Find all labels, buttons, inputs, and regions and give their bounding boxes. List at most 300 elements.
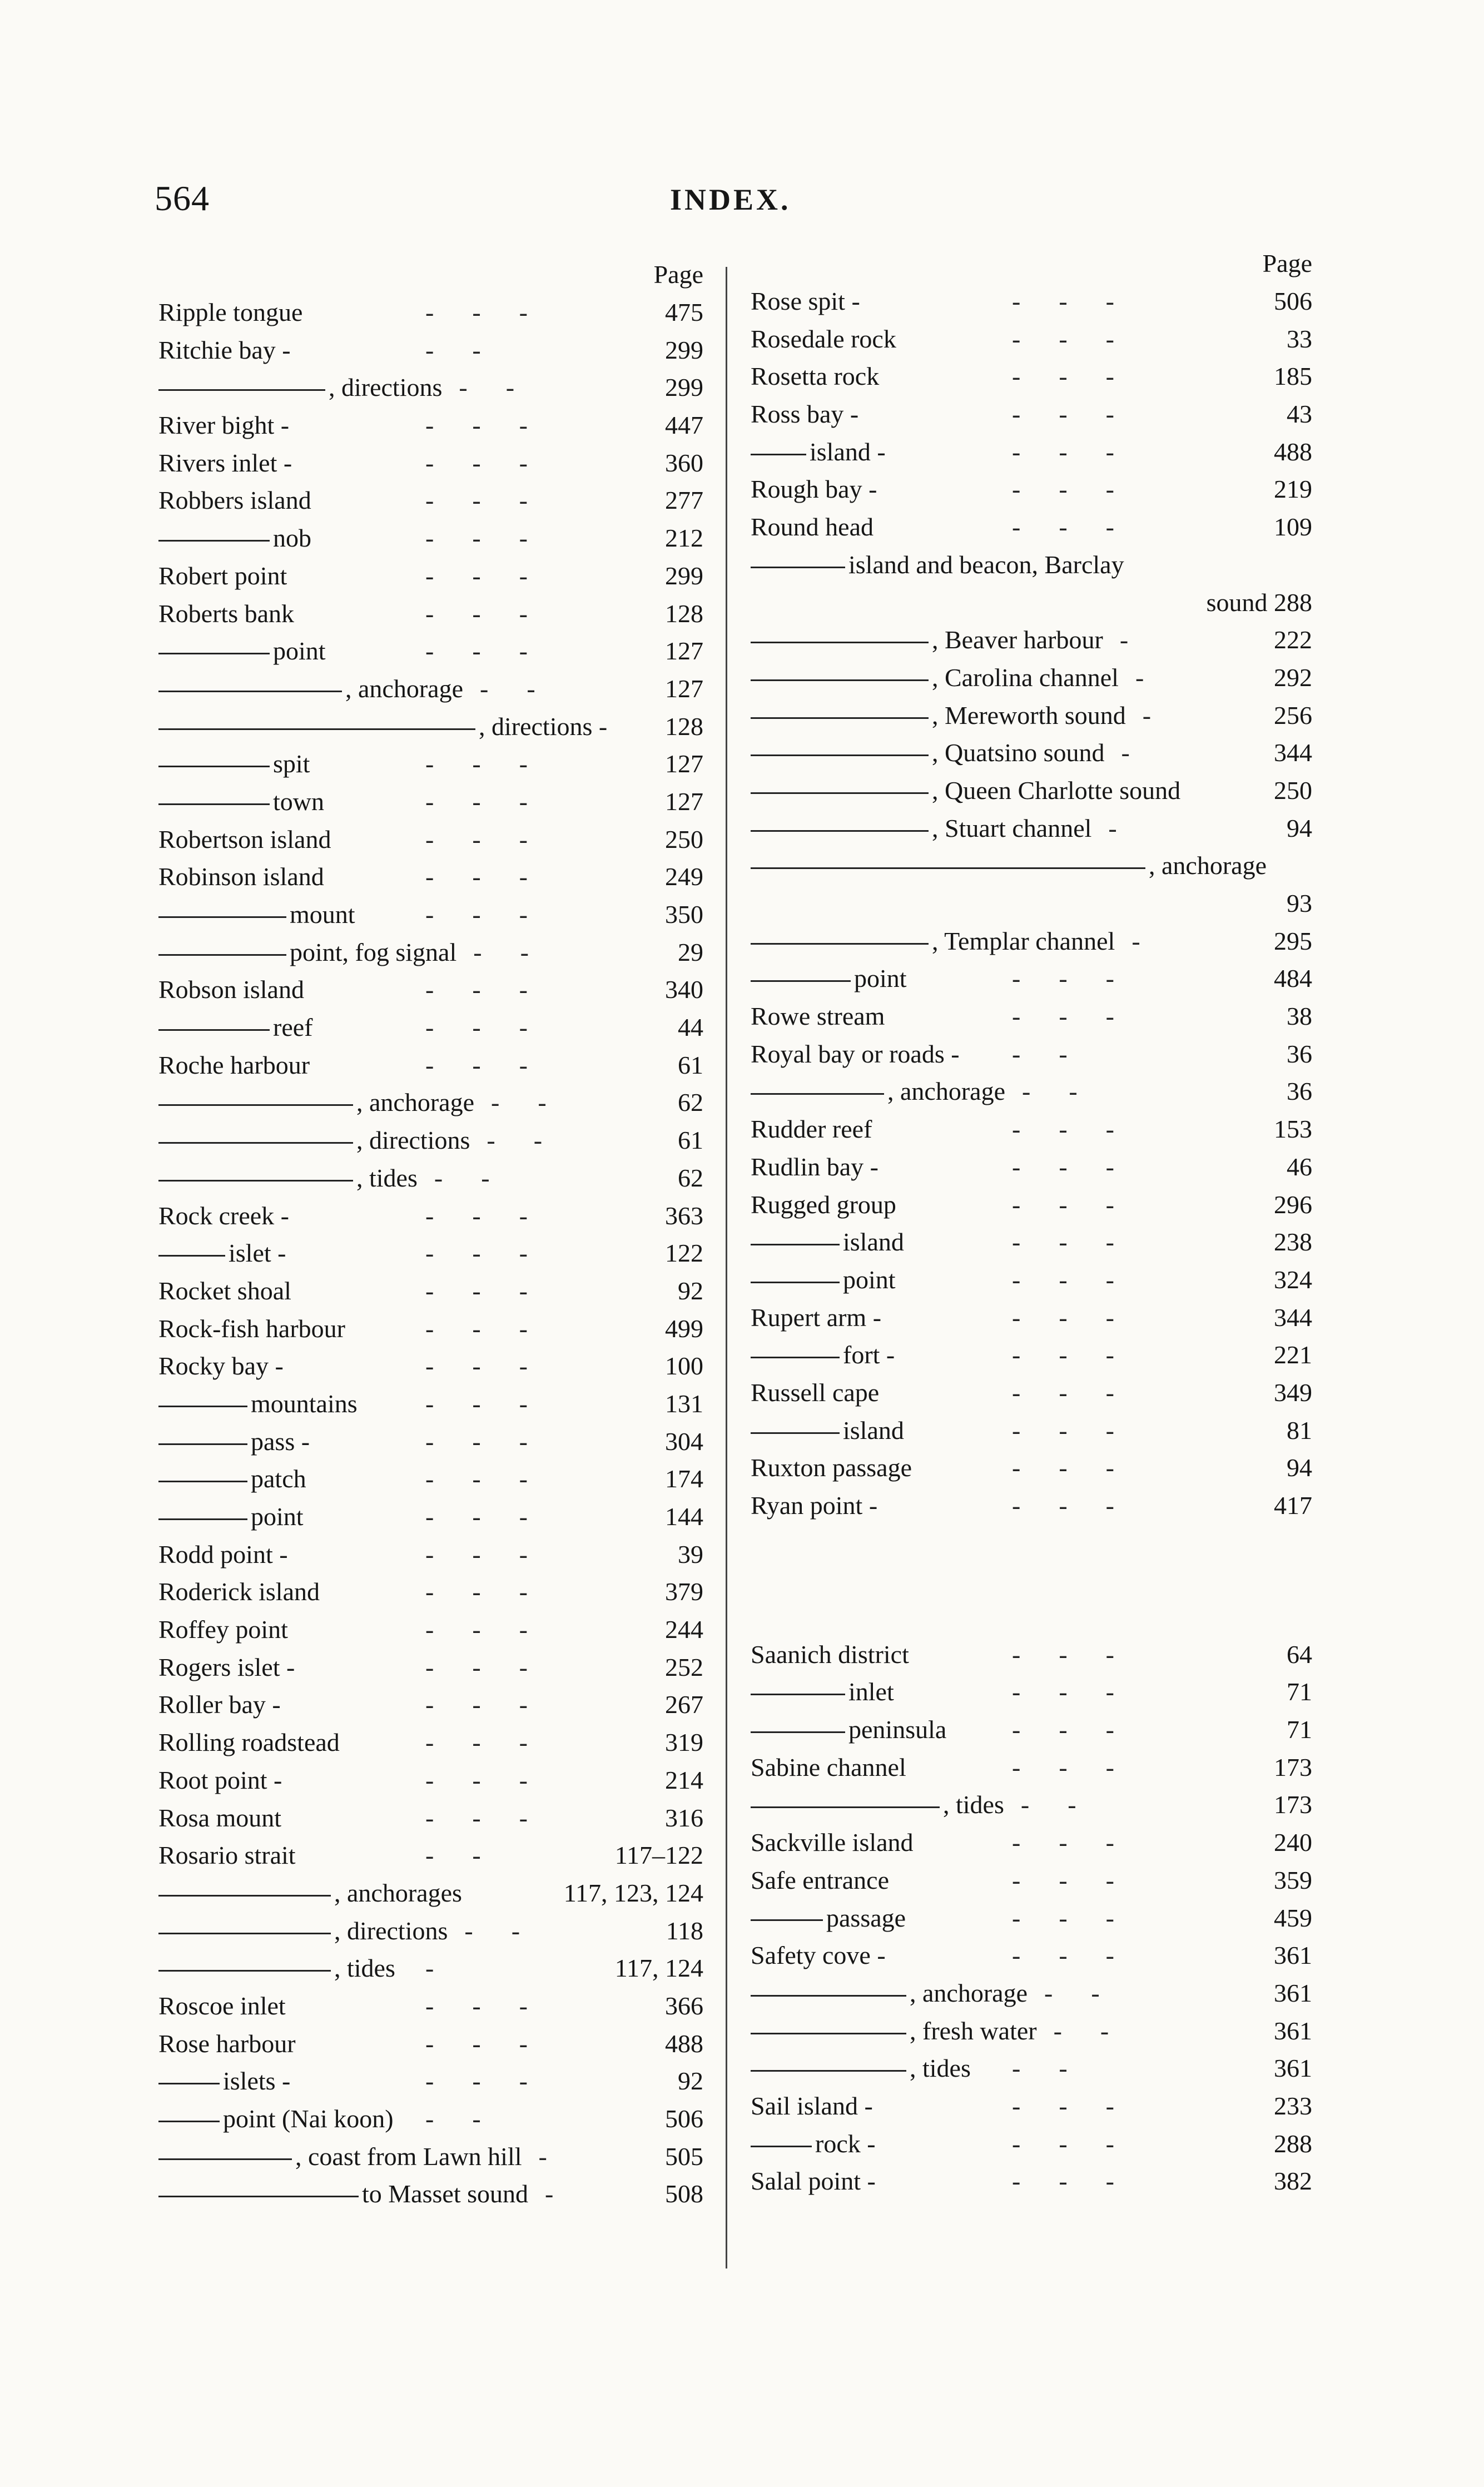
index-entry [751, 1487, 1323, 1525]
index-entry [751, 922, 1323, 960]
page-reference: 122 [665, 1239, 703, 1268]
entry-text: , anchorage [356, 1088, 474, 1117]
entry-text: , anchorage [910, 1978, 1028, 2007]
entry-text: , tides [910, 2054, 971, 2083]
index-entry [751, 1449, 1323, 1487]
entry-label [158, 1573, 320, 1611]
page-reference: 222 [1274, 626, 1312, 654]
entry-text: Ross bay - [751, 400, 859, 429]
leader-dashes: - - - [1012, 964, 1114, 993]
ditto-rule [751, 1919, 823, 1921]
ditto-rule [158, 389, 325, 391]
leader-dashes: - - - [1012, 1152, 1114, 1181]
entry-label [158, 2025, 296, 2063]
entry-text: Roffey point [158, 1615, 288, 1644]
ditto-rule [751, 943, 929, 945]
ditto-rule [751, 980, 851, 982]
index-entry [751, 659, 1323, 697]
leader-dashes: - - - [1012, 1677, 1114, 1706]
entry-text: Royal bay or roads - [751, 1039, 960, 1068]
ditto-rule [751, 2070, 906, 2072]
entry-text: town [273, 787, 324, 816]
page-reference: 488 [665, 2029, 703, 2058]
entry-text: fort - [843, 1341, 895, 1369]
index-entry [158, 708, 714, 746]
entry-label [158, 971, 304, 1009]
page-reference: sound 288 [1206, 588, 1312, 617]
entry-text: Roberts bank [158, 599, 295, 628]
index-entry [751, 1035, 1323, 1073]
entry-label [158, 1799, 281, 1837]
entry-label [158, 1272, 291, 1310]
page-reference: 295 [1274, 926, 1312, 955]
entry-text: Rolling roadstead [158, 1728, 340, 1757]
leader-dashes: - - - [425, 825, 528, 853]
page-reference: 249 [665, 862, 703, 891]
leader-dashes: - - - [425, 1728, 528, 1757]
entry-text: , anchorage [1149, 851, 1267, 880]
entry-text: Robinson island [158, 862, 324, 891]
page-reference: 288 [1274, 2129, 1312, 2158]
leader-dashes: - - - [1012, 324, 1114, 353]
entry-text: Robson island [158, 975, 304, 1004]
page-column-heading: Page [653, 260, 703, 289]
leader-dashes: - - - [1012, 2129, 1114, 2158]
leader-dashes: - - - [425, 1615, 528, 1644]
entry-text: patch [251, 1465, 306, 1493]
ditto-rule [158, 728, 475, 730]
entry-text: Roscoe inlet [158, 1991, 286, 2020]
index-column-right [751, 245, 1323, 2200]
entry-text: point [843, 1265, 896, 1294]
leader-dashes: - - - [1012, 1640, 1114, 1669]
leader-dashes: - [425, 1954, 434, 1983]
index-entry [158, 1272, 714, 1310]
page-reference: 127 [665, 637, 703, 666]
entry-label [751, 1749, 906, 1786]
entry-label [158, 444, 292, 482]
entry-label [158, 1912, 448, 1950]
entry-text: , directions [329, 373, 443, 402]
entry-text: , directions - [479, 712, 608, 741]
entry-text: Rough bay - [751, 475, 877, 504]
entry-text: , anchorages [334, 1878, 462, 1907]
index-entry [158, 1686, 714, 1724]
entry-label [158, 1310, 345, 1348]
ditto-rule [158, 1970, 331, 1972]
leader-dashes: - - [1044, 1978, 1100, 2007]
page-reference: 361 [1274, 2054, 1312, 2083]
index-entries-left [158, 294, 714, 2213]
ditto-rule [158, 1895, 331, 1897]
leader-dashes: - - - [425, 900, 528, 929]
index-entry [751, 1223, 1323, 1261]
page-reference: 324 [1274, 1265, 1312, 1294]
entry-label [158, 1686, 281, 1724]
entry-label [751, 320, 896, 358]
index-entries-right [751, 282, 1323, 2200]
index-entry [158, 595, 714, 633]
index-entry [158, 1084, 714, 1121]
index-entry [158, 1234, 714, 1272]
index-entry [751, 697, 1323, 734]
leader-dashes: - - [487, 1126, 543, 1155]
entry-text: Ripple tongue [158, 298, 303, 326]
page-reference: 459 [1274, 1903, 1312, 1932]
index-entry [751, 320, 1323, 358]
leader-dashes: - - - [425, 486, 528, 515]
index-entry [751, 1261, 1323, 1299]
index-entry [158, 1460, 714, 1498]
leader-dashes: - - - [425, 1652, 528, 1681]
ditto-rule [751, 2146, 812, 2147]
entry-label [158, 1084, 474, 1121]
leader-dashes: - - - [1012, 513, 1114, 542]
entry-text: island - [810, 437, 886, 466]
entry-text: Rowe stream [751, 1002, 885, 1031]
entry-label [751, 2162, 876, 2200]
index-entry [158, 2025, 714, 2063]
page-reference: 62 [678, 1088, 703, 1117]
entry-label [158, 1159, 418, 1197]
entry-label [751, 847, 1267, 885]
page-reference: 64 [1287, 1640, 1312, 1669]
entry-text: spit [273, 749, 310, 778]
entry-label [751, 1035, 960, 1073]
leader-dashes: - - - [425, 411, 528, 440]
entry-text: , Queen Charlotte sound [932, 776, 1181, 805]
entry-label [158, 1761, 282, 1799]
page-reference: 359 [1274, 1865, 1312, 1894]
page-reference: 131 [665, 1389, 703, 1418]
index-entry [751, 1636, 1323, 1674]
index-entry [751, 358, 1323, 395]
entry-text: Roller bay - [158, 1690, 281, 1719]
entry-label [751, 1261, 896, 1299]
entry-text: Rosetta rock [751, 362, 880, 391]
entry-text: Safe entrance [751, 1865, 890, 1894]
page-reference: 33 [1287, 324, 1312, 353]
entry-text: Rose harbour [158, 2029, 296, 2058]
index-entry [751, 1786, 1323, 1824]
ditto-rule [158, 540, 270, 542]
entry-text: inlet [848, 1677, 894, 1706]
leader-dashes: - - - [425, 1352, 528, 1381]
page-reference: 344 [1274, 1303, 1312, 1332]
index-entry [158, 2175, 714, 2213]
entry-text: Rosedale rock [751, 324, 896, 353]
leader-dashes: - - - [425, 1991, 528, 2020]
page-reference: 127 [665, 787, 703, 816]
entry-label [751, 2012, 1037, 2050]
index-entry [158, 1310, 714, 1348]
index-entry [158, 934, 714, 971]
page-reference: 316 [665, 1803, 703, 1832]
entry-label [751, 1786, 1004, 1824]
leader-dashes: - - - [425, 1765, 528, 1794]
leader-dashes: - - [464, 1916, 520, 1945]
entry-label [158, 2062, 290, 2100]
entry-label [158, 934, 456, 971]
entry-text: Roche harbour [158, 1050, 310, 1079]
entry-text: Sabine channel [751, 1753, 906, 1781]
entry-text: Saanich district [751, 1640, 909, 1669]
entry-label [751, 433, 886, 471]
page-reference: 319 [665, 1728, 703, 1757]
column-divider [726, 267, 727, 2268]
entry-label [158, 557, 287, 595]
entry-label [751, 1148, 879, 1186]
entry-text: Rivers inlet - [158, 448, 292, 477]
page-reference: 94 [1287, 813, 1312, 842]
entry-text: Robert point [158, 561, 287, 590]
leader-dashes: - [1119, 626, 1129, 654]
page-reference: 238 [1274, 1228, 1312, 1257]
entry-label [158, 2138, 522, 2176]
ditto-rule [751, 642, 929, 643]
ditto-rule [751, 1357, 840, 1358]
index-entry [751, 1073, 1323, 1110]
ditto-rule [751, 679, 929, 681]
entry-label [158, 1987, 286, 2025]
entry-label [751, 1412, 904, 1449]
index-entry [158, 1649, 714, 1686]
leader-dashes: - - [480, 674, 535, 703]
page-reference: 212 [665, 524, 703, 553]
entry-label [751, 546, 1124, 584]
index-entry [751, 847, 1323, 885]
leader-dashes: - [545, 2180, 554, 2208]
index-entry [158, 1347, 714, 1385]
leader-dashes: - [1131, 926, 1140, 955]
index-entry [158, 1536, 714, 1573]
entry-text: , anchorage [345, 674, 463, 703]
entry-label [158, 294, 302, 331]
page-reference: 267 [665, 1690, 703, 1719]
ditto-rule [158, 803, 270, 805]
ditto-rule [751, 1731, 845, 1733]
leader-dashes: - - - [1012, 1341, 1114, 1369]
page-reference: 447 [665, 411, 703, 440]
entry-text: Sail island - [751, 2091, 873, 2120]
index-entry [751, 584, 1323, 622]
leader-dashes: - - [459, 373, 515, 402]
page-reference: 62 [678, 1163, 703, 1192]
page-reference: 173 [1274, 1790, 1312, 1819]
entry-text: Ryan point - [751, 1491, 878, 1520]
leader-dashes: - - - [425, 1577, 528, 1606]
page-reference: 277 [665, 486, 703, 515]
leader-dashes: - - - [1012, 2091, 1114, 2120]
page-reference: 29 [678, 937, 703, 966]
index-entry [158, 2138, 714, 2176]
page-reference: 244 [665, 1615, 703, 1644]
page-reference: 92 [678, 1276, 703, 1305]
index-entry [751, 2087, 1323, 2125]
ditto-rule [158, 1933, 331, 1934]
leader-dashes: - - - [425, 1389, 528, 1418]
index-entry [751, 1824, 1323, 1861]
index-entry [158, 1498, 714, 1536]
page-reference: 252 [665, 1652, 703, 1681]
leader-dashes: - - [425, 335, 481, 364]
index-entry [751, 1110, 1323, 1148]
page-reference: 361 [1274, 1978, 1312, 2007]
leader-dashes: - - - [1012, 475, 1114, 504]
entry-label [751, 1636, 909, 1674]
entry-label [158, 783, 324, 821]
page-reference: 233 [1274, 2091, 1312, 2120]
ditto-rule [751, 1093, 884, 1095]
index-entry [158, 1046, 714, 1084]
entry-text: Round head [751, 513, 874, 542]
index-entry [751, 1186, 1323, 1224]
leader-dashes: - - - [425, 1050, 528, 1079]
index-entry [751, 960, 1323, 997]
entry-text: island and beacon, Barclay [848, 550, 1124, 579]
leader-dashes: - - - [425, 1690, 528, 1719]
entry-label [751, 2087, 873, 2125]
entry-text: Rock-fish harbour [158, 1314, 345, 1343]
leader-dashes: - - - [1012, 1865, 1114, 1894]
leader-dashes: - - - [1012, 2167, 1114, 2196]
ditto-rule [751, 1244, 840, 1245]
entry-text: point [251, 1502, 304, 1531]
page-reference: 508 [665, 2180, 703, 2208]
entry-label [751, 358, 879, 395]
entry-label [751, 1487, 877, 1525]
index-entry [158, 1949, 714, 1987]
entry-text: Rupert arm - [751, 1303, 882, 1332]
page-reference: 506 [1274, 287, 1312, 315]
leader-dashes: - - - [1012, 362, 1114, 391]
page-reference: 100 [665, 1352, 703, 1381]
ditto-rule [751, 1694, 845, 1695]
entry-text: island [843, 1228, 904, 1257]
entry-text: , anchorage [887, 1077, 1005, 1106]
entry-text: Sackville island [751, 1828, 914, 1857]
ditto-rule [751, 717, 929, 719]
leader-dashes: - - - [425, 448, 528, 477]
entry-label [751, 1374, 879, 1412]
entry-text: passage [826, 1903, 906, 1932]
leader-dashes: - - - [1012, 1416, 1114, 1444]
entry-label [158, 481, 311, 519]
page-reference: 36 [1287, 1077, 1312, 1106]
leader-dashes: - - [491, 1088, 547, 1117]
entry-label [158, 1385, 358, 1423]
entry-text: nob [273, 524, 311, 553]
index-entry [751, 395, 1323, 433]
entry-text: point (Nai koon) [223, 2104, 394, 2133]
page-reference: 117, 124 [614, 1954, 703, 1983]
entry-label [751, 922, 1115, 960]
page-reference: 340 [665, 975, 703, 1004]
ditto-rule [158, 1255, 225, 1257]
entry-text: Rosa mount [158, 1803, 282, 1832]
entry-label [158, 821, 331, 858]
page-reference: 360 [665, 448, 703, 477]
leader-dashes: - - - [425, 1502, 528, 1531]
leader-dashes: - - [1053, 2016, 1109, 2045]
index-entry [158, 783, 714, 821]
entry-label [751, 960, 907, 997]
entry-label [751, 697, 1126, 734]
entry-text: , Quatsino sound [932, 738, 1105, 767]
index-entry [158, 1912, 714, 1950]
entry-text: , Beaver harbour [932, 626, 1103, 654]
entry-text: Ruxton passage [751, 1453, 912, 1482]
entry-text: , fresh water [910, 2016, 1037, 2045]
leader-dashes: - - - [425, 975, 528, 1004]
leader-dashes: - - - [425, 2029, 528, 2058]
entry-text: islet - [229, 1239, 286, 1268]
index-entry [158, 369, 714, 406]
ditto-rule [158, 1029, 270, 1031]
ditto-rule [751, 754, 929, 756]
ditto-rule [751, 454, 806, 455]
page-reference: 296 [1274, 1190, 1312, 1219]
entry-text: Rock creek - [158, 1201, 289, 1230]
entry-label [158, 1536, 288, 1573]
index-entry [158, 1836, 714, 1874]
leader-dashes: - - - [1012, 1190, 1114, 1219]
page-reference: 127 [665, 674, 703, 703]
entry-label [751, 772, 1180, 810]
entry-text: peninsula [848, 1715, 947, 1744]
entry-label [751, 2125, 876, 2163]
entry-label [751, 1974, 1028, 2012]
index-entry [158, 2062, 714, 2100]
entry-label [751, 1223, 904, 1261]
leader-dashes: - - [434, 1163, 490, 1192]
index-entry [158, 1197, 714, 1235]
running-title: INDEX. [670, 183, 791, 216]
page-reference: 46 [1287, 1152, 1312, 1181]
page-reference: 127 [665, 749, 703, 778]
ditto-rule [158, 1518, 247, 1520]
entry-text: mount [290, 900, 355, 929]
page-reference: 61 [678, 1050, 703, 1079]
leader-dashes: - - - [425, 1239, 528, 1268]
ditto-rule [158, 1142, 353, 1144]
entry-label [751, 810, 1091, 847]
index-entry [158, 1761, 714, 1799]
ditto-rule [751, 1806, 940, 1808]
index-entry [751, 885, 1323, 922]
page-reference: 505 [665, 2142, 703, 2171]
entry-text: Ritchie bay - [158, 335, 291, 364]
page-reference: 38 [1287, 1002, 1312, 1031]
page-reference: 117, 123, 124 [563, 1878, 703, 1907]
index-entry [751, 810, 1323, 847]
index-entry [751, 1336, 1323, 1374]
page-reference: 299 [665, 373, 703, 402]
index-entry [158, 294, 714, 331]
index-entry [158, 896, 714, 934]
index-entry [158, 821, 714, 858]
page-reference: 417 [1274, 1491, 1312, 1520]
index-entry [751, 1148, 1323, 1186]
entry-text: Salal point - [751, 2167, 876, 2196]
entry-text: Rudder reef [751, 1115, 872, 1144]
entry-label [158, 2100, 394, 2138]
page-reference: 379 [665, 1577, 703, 1606]
leader-dashes: - - - [1012, 1753, 1114, 1781]
leader-dashes: - [1135, 663, 1144, 692]
entry-text: island [843, 1416, 904, 1444]
index-entry [158, 1009, 714, 1046]
